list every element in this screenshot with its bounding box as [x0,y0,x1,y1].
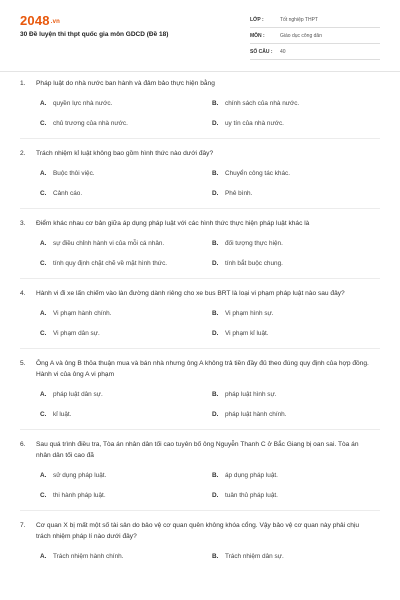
answer-letter: A. [40,391,47,398]
answer-letter: C. [40,260,47,267]
question-item [20,148,380,209]
answer-option-a[interactable] [40,309,212,319]
question-divider [20,348,380,349]
answer-option-a[interactable] [40,99,212,109]
answer-letter: B. [212,100,219,107]
question-number: 2. [20,150,26,157]
answer-option-a[interactable] [40,390,212,400]
answer-text: tính quy định chặt chẽ về mặt hình thức. [53,260,168,267]
question-text: Trách nhiệm kỉ luật không bao gồm hình thức nào dưới đây? [36,150,214,157]
answer-option-c[interactable] [40,410,212,420]
question-text: Pháp luật do nhà nước ban hành và đảm bảo thực hiện bằng [36,80,215,87]
meta-label: SỐ CÂU : [250,48,273,55]
answer-text: Vi phạm kỉ luật. [225,330,269,337]
question-item [20,218,380,279]
meta-label: MÔN : [250,32,265,39]
answer-text: chủ trương của nhà nước. [53,120,128,127]
answer-letter: B. [212,310,219,317]
answer-options [20,471,380,501]
answer-letter: C. [40,190,47,197]
answer-options [20,239,380,269]
answer-option-b[interactable] [212,239,384,249]
exam-title: 30 Đề luyện thi thpt quốc gia môn GDCD (Đề 18) [20,31,169,38]
answer-text: pháp luật hình sự. [225,391,277,398]
question-item [20,520,380,562]
answer-letter: C. [40,120,47,127]
question-text-row [20,439,380,461]
answer-text: quyền lực nhà nước. [53,100,113,107]
answer-option-d[interactable] [212,491,384,501]
meta-row-class [250,12,380,28]
meta-label: LỚP : [250,16,264,23]
logo-suffix: .vn [50,19,61,25]
exam-header [0,0,400,72]
question-text: Ông A và ông B thỏa thuận mua và bán nhà nhưng ông A không trả tiền đầy đủ theo đúng quy định của hợp đồng. Hành vi của ông A vi phạm [36,360,369,378]
answer-letter: D. [212,120,219,127]
answer-option-d[interactable] [212,189,384,199]
answer-option-a[interactable] [40,471,212,481]
answer-letter: B. [212,472,219,479]
answer-option-c[interactable] [40,329,212,339]
question-text-row [20,148,380,159]
logo-text: 2048 [20,13,50,28]
answer-option-a[interactable] [40,239,212,249]
meta-row-question-count [250,44,380,60]
question-divider [20,208,380,209]
answer-letter: A. [40,553,47,560]
answer-text: pháp luật dân sự. [53,391,103,398]
answer-option-b[interactable] [212,552,384,562]
question-text: Hành vi đi xe lấn chiếm vào làn đường dành riêng cho xe bus BRT là loại vi phạm pháp luật nào sau đây? [36,290,345,297]
answer-letter: D. [212,260,219,267]
answer-text: pháp luật hành chính. [225,411,287,418]
question-divider [20,429,380,430]
answer-text: Buộc thôi việc. [53,170,95,177]
answer-letter: D. [212,492,219,499]
question-number: 7. [20,522,26,529]
answer-text: sự điều chỉnh hành vi của mỗi cá nhân. [53,240,165,247]
answer-text: đối tượng thực hiện. [225,240,283,247]
meta-row-subject [250,28,380,44]
site-logo[interactable] [20,13,60,28]
answer-letter: A. [40,310,47,317]
question-number: 3. [20,220,26,227]
answer-letter: B. [212,391,219,398]
answer-option-d[interactable] [212,119,384,129]
question-item [20,439,380,511]
answer-option-b[interactable] [212,390,384,400]
question-divider [20,278,380,279]
answer-option-c[interactable] [40,119,212,129]
answer-option-c[interactable] [40,491,212,501]
answer-letter: A. [40,100,47,107]
question-number: 5. [20,360,26,367]
answer-text: uy tín của nhà nước. [225,120,284,127]
question-number: 6. [20,441,26,448]
answer-text: tính bắt buộc chung. [225,260,283,267]
answer-text: thi hành pháp luật. [53,492,106,499]
answer-option-d[interactable] [212,329,384,339]
answer-letter: B. [212,240,219,247]
answer-letter: C. [40,492,47,499]
answer-letter: C. [40,330,47,337]
question-number: 1. [20,80,26,87]
answer-letter: A. [40,472,47,479]
answer-option-d[interactable] [212,259,384,269]
answer-option-a[interactable] [40,552,212,562]
answer-text: Vi phạm hình sự. [225,310,274,317]
answer-text: tuân thủ pháp luật. [225,492,278,499]
question-text: Sau quá trình điều tra, Tòa án nhân dân tối cao tuyên bố ông Nguyễn Thanh C ở Bắc Giang bị oan sai. Tòa án nhân dân tối cao đã [36,441,359,459]
meta-value: 40 [280,48,286,55]
answer-text: kỉ luật. [53,411,72,418]
question-text-row [20,520,380,542]
answer-text: Trách nhiệm hành chính. [53,553,124,560]
answer-letter: C. [40,411,47,418]
meta-value: Tốt nghiệp THPT [280,16,318,23]
answer-letter: D. [212,190,219,197]
answer-text: Chuyển công tác khác. [225,170,291,177]
question-text-row [20,288,380,299]
answer-letter: D. [212,411,219,418]
answer-options [20,309,380,339]
question-list [20,78,380,571]
answer-options [20,552,380,562]
answer-letter: D. [212,330,219,337]
answer-options [20,99,380,129]
answer-text: chính sách của nhà nước. [225,100,300,107]
answer-text: Vi phạm dân sự. [53,330,100,337]
answer-options [20,169,380,199]
question-divider [20,138,380,139]
question-item [20,288,380,349]
answer-option-b[interactable] [212,99,384,109]
question-item [20,78,380,139]
answer-option-c[interactable] [40,189,212,199]
question-number: 4. [20,290,26,297]
answer-option-c[interactable] [40,259,212,269]
answer-option-b[interactable] [212,471,384,481]
answer-letter: A. [40,170,47,177]
answer-text: Cảnh cáo. [53,190,83,197]
answer-option-d[interactable] [212,410,384,420]
answer-option-b[interactable] [212,169,384,179]
answer-text: Vi phạm hành chính. [53,310,112,317]
answer-text: áp dụng pháp luật. [225,472,278,479]
answer-letter: A. [40,240,47,247]
answer-text: Phê bình. [225,190,253,197]
answer-letter: B. [212,553,219,560]
answer-letter: B. [212,170,219,177]
question-divider [20,510,380,511]
question-text: Điểm khác nhau cơ bản giữa áp dụng pháp luật với các hình thức thực hiện pháp luật khác là [36,220,310,227]
answer-text: Trách nhiệm dân sự. [225,553,284,560]
meta-value: Giáo dục công dân [280,32,322,39]
question-item [20,358,380,430]
answer-text: sử dụng pháp luật. [53,472,107,479]
exam-meta [250,12,380,60]
question-text-row [20,358,380,380]
answer-option-b[interactable] [212,309,384,319]
question-text-row [20,218,380,229]
question-text: Cơ quan X bị mất một số tài sản do bảo vệ cơ quan quên không khóa cổng. Vậy bảo vệ cơ quan này phải chịu trách nhiệm pháp lí nào dưới đây? [36,522,360,540]
answer-options [20,390,380,420]
question-text-row [20,78,380,89]
answer-option-a[interactable] [40,169,212,179]
